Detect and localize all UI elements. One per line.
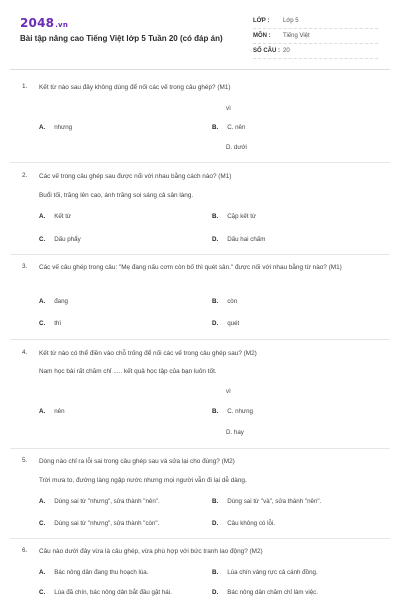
option-text: Dấu hai chấm <box>227 236 266 243</box>
option-c[interactable] <box>39 320 61 327</box>
option-text: D. hay <box>226 429 244 436</box>
option-label: B. <box>212 124 219 131</box>
meta-info <box>253 14 378 59</box>
question-text: Các vế trong câu ghép sau được nối với nhau bằng cách nào? (M1) <box>39 173 232 180</box>
option-label: B. <box>212 298 219 305</box>
option-text: Lúa đã chín, bác nông dân bắt đầu gặt hái. <box>54 589 172 596</box>
option-a[interactable] <box>39 298 68 305</box>
option-text: nhưng <box>54 124 73 131</box>
question-number: 6. <box>22 547 28 554</box>
option-label: B. <box>212 498 219 505</box>
option-label: C. <box>39 236 46 243</box>
option-a[interactable] <box>39 498 160 505</box>
option-a[interactable] <box>39 124 72 131</box>
question-separator <box>10 254 390 255</box>
option-label: D. <box>212 589 219 596</box>
option-label: C. <box>39 320 46 327</box>
option-text: Kết từ <box>54 213 72 220</box>
option-b[interactable] <box>212 213 256 220</box>
option-label: C. <box>39 589 46 596</box>
meta-row-count <box>253 44 378 59</box>
option-b[interactable] <box>212 498 321 505</box>
option-d[interactable] <box>212 520 275 527</box>
header-divider <box>10 69 390 70</box>
meta-value: Lớp 5 <box>283 18 299 24</box>
option-d[interactable] <box>212 589 318 596</box>
option-text: C. nên <box>227 124 246 131</box>
option-label: B. <box>212 408 219 415</box>
question-separator <box>10 538 390 539</box>
option-text: đang <box>54 298 68 305</box>
question-text: Các vế câu ghép trong câu: "Mẹ đang nấu cơm còn bố thì quét sân." được nối với nhau bằng từ nào? (M1) <box>39 264 342 271</box>
question-number: 3. <box>22 263 28 270</box>
option-text: Dùng sai từ "nhưng", sửa thành "còn". <box>54 520 160 527</box>
question-separator <box>10 339 390 340</box>
meta-key: LỚP : <box>253 18 270 24</box>
option-label: A. <box>39 569 46 576</box>
option-label: D. <box>212 236 219 243</box>
option-text: thì <box>54 320 62 327</box>
question-passage: Buổi tối, trăng lên cao, ánh trăng soi sáng cả sân làng. <box>39 192 194 199</box>
option-label: A. <box>39 124 46 131</box>
question-separator <box>10 448 390 449</box>
option-c[interactable] <box>39 236 81 243</box>
meta-key: SỐ CÂU : <box>253 48 280 54</box>
option-c[interactable] <box>39 520 159 527</box>
option-text: Lúa chín vàng rực cả cánh đồng. <box>227 569 318 576</box>
question-4-extra: vì <box>226 388 231 395</box>
option-label: A. <box>39 498 46 505</box>
option-a[interactable] <box>39 408 65 415</box>
option-text: Dùng sai từ "nhưng", sửa thành "nên". <box>54 498 160 505</box>
option-label: A. <box>39 408 46 415</box>
option-label: D. <box>212 320 219 327</box>
option-text: quét <box>227 320 240 327</box>
question-number: 1. <box>22 83 28 90</box>
option-text: nên <box>54 408 65 415</box>
option-label: A. <box>39 298 46 305</box>
option-a[interactable] <box>39 213 71 220</box>
option-d[interactable] <box>212 320 239 327</box>
option-text: Bác nông dân đang thu hoạch lúa. <box>54 569 149 576</box>
option-d[interactable] <box>212 236 265 243</box>
site-logo[interactable] <box>20 16 68 30</box>
question-passage: Trời mưa to, đường làng ngập nước nhưng mọi người vẫn đi lại dễ dàng. <box>39 477 247 484</box>
logo-tld: .vn <box>55 21 69 29</box>
question-number: 5. <box>22 457 28 464</box>
meta-row-subject <box>253 29 378 44</box>
option-d[interactable] <box>226 429 244 436</box>
option-b[interactable] <box>212 298 237 305</box>
question-text: Kết từ nào có thể điền vào chỗ trống để nối các vế trong câu ghép sau? (M2) <box>39 350 257 357</box>
option-b[interactable] <box>212 408 253 415</box>
option-text: Dấu phẩy <box>54 236 81 243</box>
header <box>0 0 400 68</box>
option-text: Cặp kết từ <box>227 213 257 220</box>
question-number: 4. <box>22 349 28 356</box>
option-label: B. <box>212 213 219 220</box>
question-text: Dòng nào chỉ ra lỗi sai trong câu ghép sau và sửa lại cho đúng? (M2) <box>39 458 235 465</box>
option-text: D. dưới <box>226 144 247 151</box>
page-title: Bài tập nâng cao Tiếng Việt lớp 5 Tuần 20 (có đáp án) <box>20 34 223 43</box>
option-text: C. nhưng <box>227 408 254 415</box>
question-1-extra: vì <box>226 105 231 112</box>
option-text: Bác nông dân chăm chỉ làm việc. <box>227 589 318 596</box>
meta-value: Tiếng Việt <box>283 33 310 39</box>
option-label: D. <box>212 520 219 527</box>
option-label: B. <box>212 569 219 576</box>
question-passage: Nam học bài rất chăm chỉ ..... kết quả học tập của bạn luôn tốt. <box>39 368 217 375</box>
option-text: Dùng sai từ "và", sửa thành "nên". <box>227 498 322 505</box>
question-text: Câu nào dưới đây vừa là câu ghép, vừa phù hợp với bức tranh lao động? (M2) <box>39 548 263 555</box>
option-b[interactable] <box>212 569 318 576</box>
option-label: A. <box>39 213 46 220</box>
option-b[interactable] <box>212 124 245 131</box>
logo-main: 2048 <box>20 16 55 30</box>
meta-key: MÔN : <box>253 33 271 39</box>
option-a[interactable] <box>39 569 148 576</box>
question-text: Kết từ nào sau đây không dùng để nối các vế trong câu ghép? (M1) <box>39 84 231 91</box>
question-number: 2. <box>22 172 28 179</box>
option-d[interactable] <box>226 144 247 151</box>
option-label: C. <box>39 520 46 527</box>
option-text: còn <box>227 298 238 305</box>
option-c[interactable] <box>39 589 172 596</box>
option-text: Câu không có lỗi. <box>227 520 275 527</box>
question-separator <box>10 162 390 163</box>
meta-value: 20 <box>283 48 290 54</box>
meta-row-class <box>253 14 378 29</box>
